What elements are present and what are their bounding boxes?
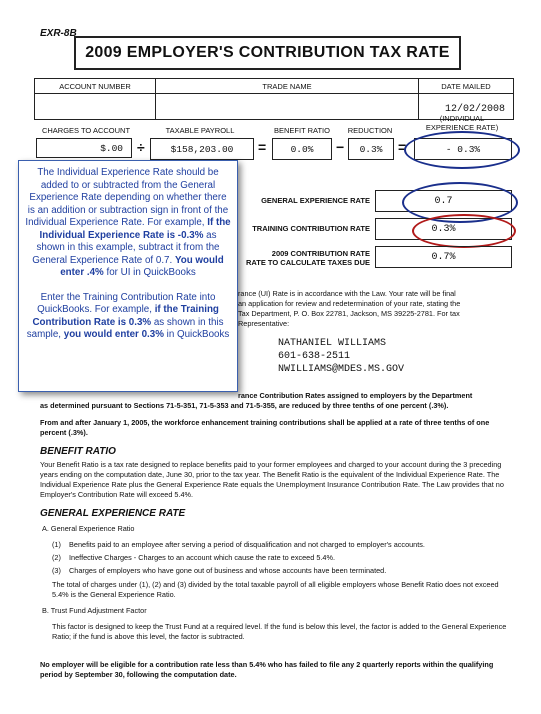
- ger-item-text: Charges of employers who have gone out of business and whose accounts have been terminated.: [69, 566, 387, 575]
- charges-box: [36, 138, 132, 158]
- training-rate-box: [375, 218, 512, 240]
- contact-phone: 601-638-2511: [278, 351, 351, 362]
- callout-emphasis: you would enter 0.3%: [63, 329, 164, 340]
- form-title: [74, 36, 461, 70]
- reduction-note-line-1: rance Contribution Rates assigned to employers by the Department: [238, 391, 473, 400]
- charges-label: CHARGES TO ACCOUNT: [41, 126, 131, 135]
- trade-name-cell: [156, 79, 419, 119]
- date-mailed-label: DATE MAILED: [441, 82, 491, 91]
- callout-emphasis: If the Individual Experience Rate is -0.3%: [39, 217, 231, 241]
- callout-text: in QuickBooks: [163, 329, 230, 340]
- partial-line: an application for review and redetermination of your rate, stating the: [238, 299, 461, 308]
- partial-notice: [238, 289, 513, 329]
- contact-block: [278, 337, 404, 376]
- callout-text: for UI in QuickBooks: [103, 267, 196, 278]
- reduction-note-line-2: as determined pursuant to Sections 71-5-351, 71-5-353 and 71-5-355, are reduced by three tenths of one percent (.3%).: [40, 401, 449, 410]
- partial-line: rance (UI) Rate is in accordance with the Law. Your rate will be final: [238, 289, 456, 298]
- training-rate-value: 0.3%: [431, 223, 456, 235]
- final-paragraph: No employer will be eligible for a contribution rate less than 5.4% who has failed to file any 2 quarterly reports within the qualifying period by September 30, following the computation date.: [40, 660, 494, 679]
- ger-item-number: (2): [52, 553, 61, 562]
- training-paragraph: From and after January 1, 2005, the workforce enhancement training contributions shall be applied at a rate of three tenths of one percent (.3%).: [40, 418, 490, 437]
- general-experience-subheading-a: A. General Experience Ratio: [42, 524, 135, 533]
- payroll-value: $158,203.00: [170, 143, 234, 155]
- total-rate-label-2: RATE TO CALCULATE TAXES DUE: [245, 258, 370, 267]
- total-rate-label-1: 2009 CONTRIBUTION RATE: [271, 249, 370, 258]
- ger-item-text: Benefits paid to an employee after serving a period of disqualification and not charged to employer's accounts.: [69, 540, 425, 549]
- ger-item-text: Ineffective Charges - Charges to an account which cause the rate to exceed 5.4%.: [69, 553, 335, 562]
- trust-fund-paragraph: This factor is designed to keep the Trust Fund at a required level. If the fund is below this level, the factor is added to the General Experience Ratio; if the fund is above this level, the factor is subtracted.: [52, 622, 507, 641]
- partial-line: Tax Department, P. O. Box 22781, Jackson, MS 39225-2781. For tax: [238, 309, 460, 318]
- ger-item-number: (3): [52, 566, 61, 575]
- partial-line: Representative:: [238, 319, 290, 328]
- callout-text: The Individual Experience Rate should be added to or subtracted from the General Experience Rate depending on whether there is an addition or subtraction sign in front of the Individual Experience Rate. For example,: [25, 167, 229, 228]
- general-rate-value: 0.7: [434, 195, 453, 207]
- general-rate-label: GENERAL EXPERIENCE RATE: [261, 196, 370, 205]
- ger-item-number: (1): [52, 540, 61, 549]
- minus-operator: −: [336, 139, 345, 155]
- trade-name-label: TRADE NAME: [262, 82, 312, 91]
- training-rate-label: TRAINING CONTRIBUTION RATE: [252, 224, 370, 233]
- divide-operator: ÷: [137, 139, 145, 155]
- total-rate-value: 0.7%: [431, 251, 456, 263]
- total-rate-label: [246, 249, 370, 267]
- date-mailed-value: 12/02/2008: [444, 104, 505, 115]
- callout-text: as shown in this example, subtract it from the General Experience Rate of 0.7.: [32, 229, 220, 266]
- general-experience-heading: GENERAL EXPERIENCE RATE: [40, 508, 186, 519]
- general-rate-box: [375, 190, 512, 212]
- payroll-label: TAXABLE PAYROLL: [165, 126, 235, 135]
- callout-text: as shown in this sample,: [26, 316, 224, 340]
- callout-emphasis: You would enter .4%: [60, 254, 224, 278]
- account-number-label: ACCOUNT NUMBER: [59, 82, 131, 91]
- individual-rate-box: [414, 138, 512, 160]
- callout-paragraph-1: [25, 167, 231, 280]
- benefit-ratio-heading: BENEFIT RATIO: [40, 446, 116, 457]
- account-number-cell: [35, 79, 156, 119]
- form-title-text: 2009 EMPLOYER'S CONTRIBUTION TAX RATE: [85, 44, 450, 61]
- callout-emphasis: if the Training Contribution Rate is 0.3%: [32, 304, 219, 328]
- individual-rate-label-2: EXPERIENCE RATE): [425, 123, 499, 132]
- benefit-ratio-box: [272, 138, 332, 160]
- callout-paragraph-2: [25, 292, 231, 342]
- ger-item: [52, 566, 512, 576]
- benefit-ratio-value: 0.0%: [290, 143, 314, 155]
- total-rate-box: [375, 246, 512, 268]
- explanation-callout: [18, 160, 238, 392]
- contact-name: NATHANIEL WILLIAMS: [278, 338, 387, 349]
- benefit-ratio-label: BENEFIT RATIO: [274, 126, 330, 135]
- individual-rate-value: - 0.3%: [445, 143, 481, 155]
- reduction-value: 0.3%: [359, 143, 383, 155]
- contact-email: NWILLIAMS@MDES.MS.GOV: [278, 364, 405, 375]
- payroll-box: [150, 138, 254, 160]
- reduction-box: [348, 138, 394, 160]
- charges-value: $.00: [100, 142, 123, 154]
- individual-rate-label: [412, 114, 512, 132]
- date-mailed-cell: [419, 79, 513, 119]
- equals-operator: =: [258, 139, 267, 155]
- ger-item: [52, 553, 512, 563]
- reduction-label: REDUCTION: [347, 126, 393, 135]
- benefit-ratio-paragraph: Your Benefit Ratio is a tax rate designed to replace benefits paid to your former employees and charged to your account during the 3 preceding years ending on the computation date, June 30, prior to the tax year. The Benefit Ratio is the equivalent of the Individual Experience Rate. The Individual Experience Rate plus the General Experience Rate equals the Unemployment Insurance Contribution Rate. The Law provides that no Employer's Contribution Rate will exceed 5.4%.: [40, 460, 504, 499]
- equals-operator-2: =: [398, 139, 407, 155]
- ger-total-paragraph: The total of charges under (1), (2) and (3) divided by the total taxable payroll of all eligible employers whose Benefit Ratio does not exceed 5.4% is the General Experience Ratio.: [52, 580, 499, 599]
- ger-item: [52, 540, 512, 550]
- general-experience-subheading-b: B. Trust Fund Adjustment Factor: [42, 606, 147, 615]
- form-id: EXR-8B: [40, 28, 77, 39]
- callout-text: Enter the Training Contribution Rate into QuickBooks. For example,: [37, 291, 216, 315]
- individual-rate-label-1: (INDIVIDUAL: [439, 114, 485, 123]
